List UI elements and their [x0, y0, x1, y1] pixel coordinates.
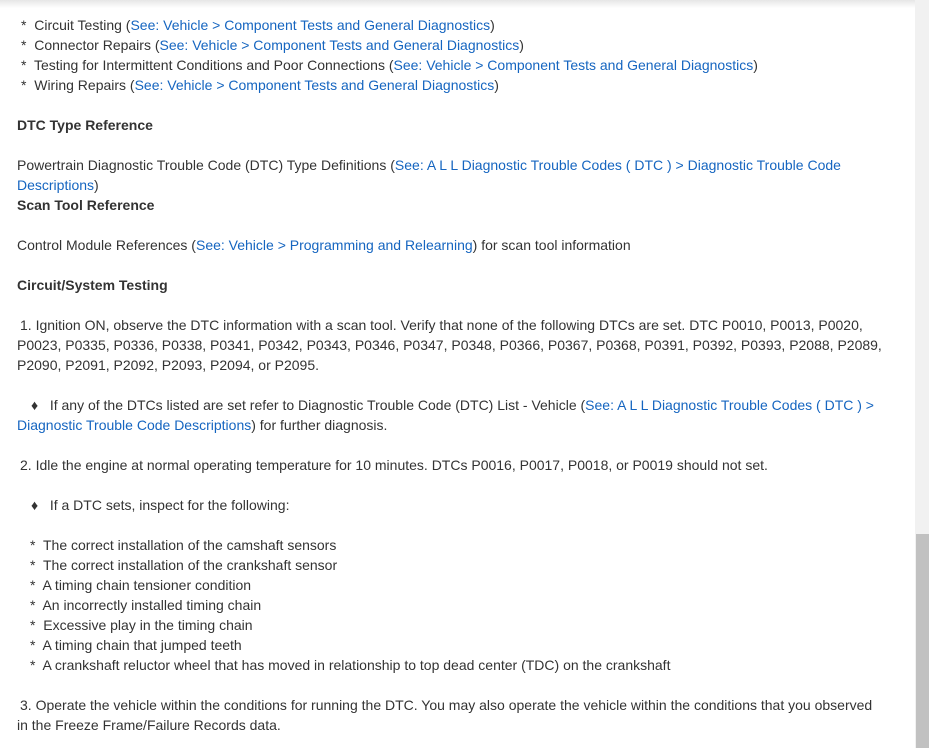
list-item: * The correct installation of the camshaft sensors: [30, 537, 337, 553]
step-1-note: ♦ If any of the DTCs listed are set refer to Diagnostic Trouble Code (DTC) List - Vehicle (See: A L L Diagnostic Trouble Codes ( DTC ) >: [31, 397, 874, 413]
diamond-bullet-icon: ♦: [31, 397, 39, 413]
list-item: * A timing chain that jumped teeth: [30, 637, 242, 653]
component-tests-link[interactable]: See: Vehicle > Component Tests and General Diagnostics: [393, 57, 754, 73]
step-3: 3. Operate the vehicle within the conditions for running the DTC. You may also operate the vehicle within the conditions that you observed in the Freeze Frame/Failure Records data.: [17, 697, 873, 733]
list-item: * The correct installation of the crankshaft sensor: [30, 557, 338, 573]
dtc-descriptions-link-cont[interactable]: Diagnostic Trouble Code Descriptions: [17, 417, 252, 433]
list-item: * Connector Repairs (See: Vehicle > Component Tests and General Diagnostics): [21, 37, 524, 53]
scan-tool-text: Control Module References (See: Vehicle > Programming and Relearning) for scan tool information: [17, 237, 631, 253]
dtc-descriptions-link-cont[interactable]: Descriptions: [17, 177, 95, 193]
list-item: * Excessive play in the timing chain: [30, 617, 253, 633]
step-2-note: ♦ If a DTC sets, inspect for the following:: [31, 497, 290, 513]
component-tests-link[interactable]: See: Vehicle > Component Tests and General Diagnostics: [159, 37, 520, 53]
inspect-list: [17, 535, 897, 675]
dtc-descriptions-link[interactable]: See: A L L Diagnostic Trouble Codes ( DTC ) >: [585, 397, 874, 413]
document-content: * Circuit Testing (See: Vehicle > Component Tests and General Diagnostics) * Connector Repairs (See: Vehicle > Component Tests and General Diagnostics) * Testing for Intermittent Conditions and Poor Connections (See: Vehicle > Component Tests and General Diagnostics) * Wiring Repairs (See: Vehicle > Component Tests and General Diagnostics) DTC Type Reference Powertrain Diagnostic Trouble Code (DTC) Type Definitions (See: A L L Diagnostic Trouble Codes ( DTC ) > Diagnostic Trouble Code Descriptions) Scan Tool Reference Control Module References (See: Vehicle > Programming and Relearning) for scan tool information Circuit/System Testing 1. Ignition ON, observe the DTC information with a scan tool. Verify that none of the following DTCs are set. DTC P0010, P0013, P0020, P0023, P0335, P0336, P0338, P0341, P0342, P0343, P0346, P0347, P0348, P0366, P0367, P0368, P0391, P0392, P0393, P2088, P2089, P2090, P2091, P2092, P2093, P2094, or P2095. ♦ If any of the DTCs listed are set refer to Diagnostic Trouble Code (DTC) List - Vehicle (See: A L L Diagnostic Trouble Codes ( DTC ) > Diagnostic Trouble Code Descriptions) for further diagnosis. 2. Idle the engine at normal operating temperature for 10 minutes. DTCs P0016, P0017, P0018, or P0019 should not set. ♦ If a DTC sets, inspect for the following: * The correct installation of the camshaft sensors * The correct installation of the crankshaft sensor * A timing chain tensioner condition * An incorrectly installed timing chain * Excessive play in the timing chain * A timing chain that jumped teeth * A crankshaft reluctor wheel that has moved in relationship to top dead center (TDC) on the crankshaft 3. Operate the vehicle within the conditions for running the DTC. You may also operate the vehicle within the conditions that you observed in the Freeze Frame/Failure Records data.: [17, 15, 897, 735]
list-item: * A crankshaft reluctor wheel that has moved in relationship to top dead center (TDC) on the crankshaft: [30, 657, 671, 673]
top-shadow: [0, 0, 916, 8]
related-list: [17, 15, 897, 95]
list-item: * An incorrectly installed timing chain: [30, 597, 262, 613]
circuit-testing-heading: Circuit/System Testing: [17, 277, 168, 293]
dtc-type-heading: DTC Type Reference: [17, 117, 153, 133]
dtc-type-text: Powertrain Diagnostic Trouble Code (DTC) Type Definitions (See: A L L Diagnostic Trouble Codes ( DTC ) > Diagnostic Trouble Code: [17, 157, 841, 173]
step-1: 1. Ignition ON, observe the DTC information with a scan tool. Verify that none of the following DTCs are set. DTC P0010, P0013, P0020, P0023, P0335, P0336, P0338, P0341, P0342, P0343, P0346, P0347, P0348, P0366, P0367, P0368, P0391, P0392, P0393, P2088, P2089, P2090, P2091, P2092, P2093, P2094, or P2095.: [17, 317, 882, 373]
list-item: * Testing for Intermittent Conditions and Poor Connections (See: Vehicle > Component Tests and General Diagnostics): [21, 57, 758, 73]
component-tests-link[interactable]: See: Vehicle > Component Tests and General Diagnostics: [134, 77, 495, 93]
step-2: 2. Idle the engine at normal operating temperature for 10 minutes. DTCs P0016, P0017, P0018, or P0019 should not set.: [20, 457, 768, 473]
component-tests-link[interactable]: See: Vehicle > Component Tests and General Diagnostics: [130, 17, 491, 33]
dtc-descriptions-link[interactable]: See: A L L Diagnostic Trouble Codes ( DTC ) > Diagnostic Trouble Code: [394, 157, 841, 173]
scan-tool-heading: Scan Tool Reference: [17, 197, 155, 213]
list-item: * Circuit Testing (See: Vehicle > Component Tests and General Diagnostics): [21, 17, 495, 33]
scrollbar-thumb[interactable]: [916, 534, 929, 748]
programming-relearning-link[interactable]: See: Vehicle > Programming and Relearning: [195, 237, 473, 253]
list-item: * Wiring Repairs (See: Vehicle > Component Tests and General Diagnostics): [21, 77, 499, 93]
list-item: * A timing chain tensioner condition: [30, 577, 252, 593]
diamond-bullet-icon: ♦: [31, 497, 39, 513]
